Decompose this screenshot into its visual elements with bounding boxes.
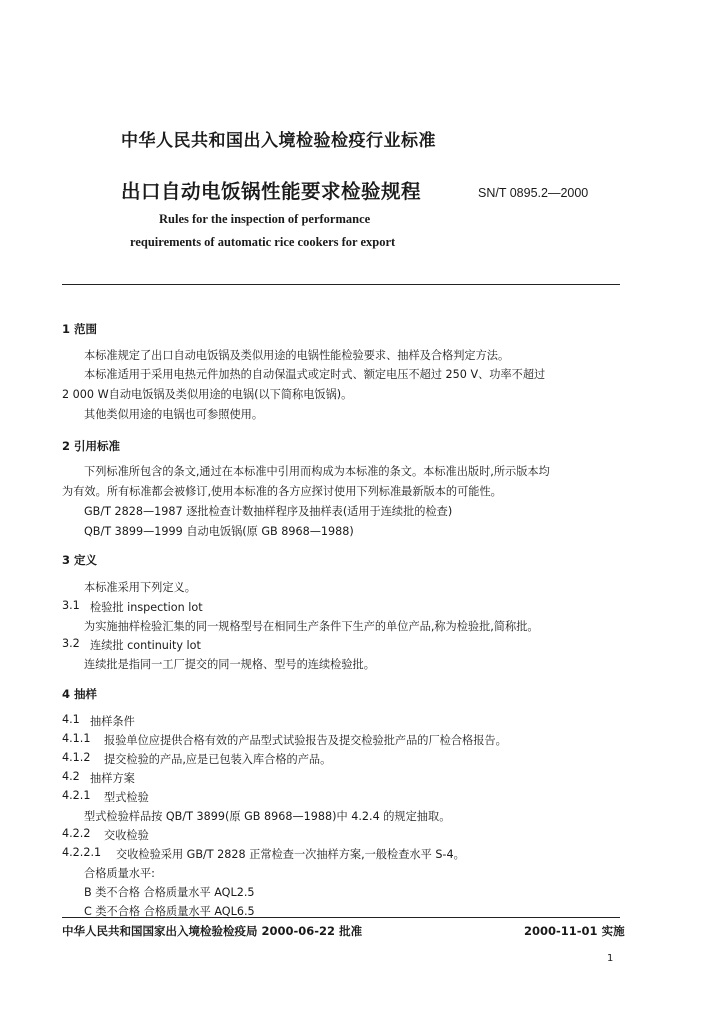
clause-4-2-title: 抽样方案 bbox=[90, 772, 135, 785]
definition-3-2-number: 3.2 bbox=[62, 637, 80, 650]
section-1-para-2b: 2 000 W自动电饭锅及类似用途的电锅(以下简称电饭锅)。 bbox=[62, 388, 353, 401]
header-divider bbox=[62, 284, 620, 285]
section-3-intro: 本标准采用下列定义。 bbox=[84, 581, 196, 594]
section-2-heading: 2 引用标准 bbox=[62, 439, 121, 453]
section-3-heading: 3 定义 bbox=[62, 553, 98, 567]
clause-4-2-1-title: 型式检验 bbox=[104, 791, 149, 804]
section-1-heading: 1 范围 bbox=[62, 322, 98, 336]
approval-statement: 中华人民共和国国家出入境检验检疫局 2000-06-22 批准 bbox=[62, 924, 363, 938]
aql-intro: 合格质量水平: bbox=[84, 867, 155, 880]
reference-standard-1: GB/T 2828—1987 逐批检查计数抽样程序及抽样表(适用于连续批的检查) bbox=[84, 505, 453, 518]
section-2-para-1a: 下列标准所包含的条文,通过在本标准中引用而构成为本标准的条文。本标准出版时,所示版本均 bbox=[84, 465, 550, 478]
definition-3-1-number: 3.1 bbox=[62, 599, 80, 612]
implementation-date: 2000-11-01 实施 bbox=[524, 924, 625, 938]
english-title-line-1: Rules for the inspection of performance bbox=[159, 212, 371, 226]
definition-3-2-term: 连续批 continuity lot bbox=[90, 639, 201, 652]
definition-3-2-text: 连续批是指同一工厂提交的同一规格、型号的连续检验批。 bbox=[84, 658, 375, 671]
section-4-heading: 4 抽样 bbox=[62, 687, 98, 701]
document-title: 出口自动电饭锅性能要求检验规程 bbox=[121, 180, 422, 203]
clause-4-2-number: 4.2 bbox=[62, 770, 80, 783]
definition-3-1-text: 为实施抽样检验汇集的同一规格型号在相同生产条件下生产的单位产品,称为检验批,简称批。 bbox=[84, 620, 539, 633]
clause-4-1-number: 4.1 bbox=[62, 713, 80, 726]
clause-4-1-title: 抽样条件 bbox=[90, 715, 135, 728]
standard-number: SN/T 0895.2—2000 bbox=[478, 186, 589, 200]
section-2-para-1b: 为有效。所有标准都会被修订,使用本标准的各方应探讨使用下列标准最新版本的可能性。 bbox=[62, 485, 502, 498]
clause-4-2-2-1-number: 4.2.2.1 bbox=[62, 846, 102, 859]
reference-standard-2: QB/T 3899—1999 自动电饭锅(原 GB 8968—1988) bbox=[84, 525, 354, 538]
clause-4-1-2-number: 4.1.2 bbox=[62, 751, 91, 764]
clause-4-2-1-number: 4.2.1 bbox=[62, 789, 91, 802]
clause-4-1-1-number: 4.1.1 bbox=[62, 732, 91, 745]
aql-class-c: C 类不合格 合格质量水平 AQL6.5 bbox=[84, 905, 255, 918]
section-1-para-2a: 本标准适用于采用电热元件加热的自动保温式或定时式、额定电压不超过 250 V、功率不超过 bbox=[84, 368, 546, 381]
definition-3-1-term: 检验批 inspection lot bbox=[90, 601, 203, 614]
footer-divider bbox=[62, 917, 620, 918]
aql-class-b: B 类不合格 合格质量水平 AQL2.5 bbox=[84, 886, 255, 899]
page-number: 1 bbox=[607, 953, 614, 964]
clause-4-1-2-text: 提交检验的产品,应是已包装入库合格的产品。 bbox=[104, 753, 332, 766]
standard-type-heading: 中华人民共和国出入境检验检疫行业标准 bbox=[121, 131, 436, 151]
clause-4-2-1-text: 型式检验样品按 QB/T 3899(原 GB 8968—1988)中 4.2.4 的规定抽取。 bbox=[84, 810, 451, 823]
section-1-para-1: 本标准规定了出口自动电饭锅及类似用途的电锅性能检验要求、抽样及合格判定方法。 bbox=[84, 349, 510, 362]
clause-4-2-2-title: 交收检验 bbox=[104, 829, 149, 842]
clause-4-1-1-text: 报验单位应提供合格有效的产品型式试验报告及提交检验批产品的厂检合格报告。 bbox=[104, 734, 507, 747]
clause-4-2-2-number: 4.2.2 bbox=[62, 827, 91, 840]
clause-4-2-2-1-text: 交收检验采用 GB/T 2828 正常检查一次抽样方案,一般检查水平 S-4。 bbox=[116, 848, 465, 861]
section-1-para-3: 其他类似用途的电锅也可参照使用。 bbox=[84, 408, 264, 421]
english-title-line-2: requirements of automatic rice cookers for export bbox=[130, 235, 396, 249]
